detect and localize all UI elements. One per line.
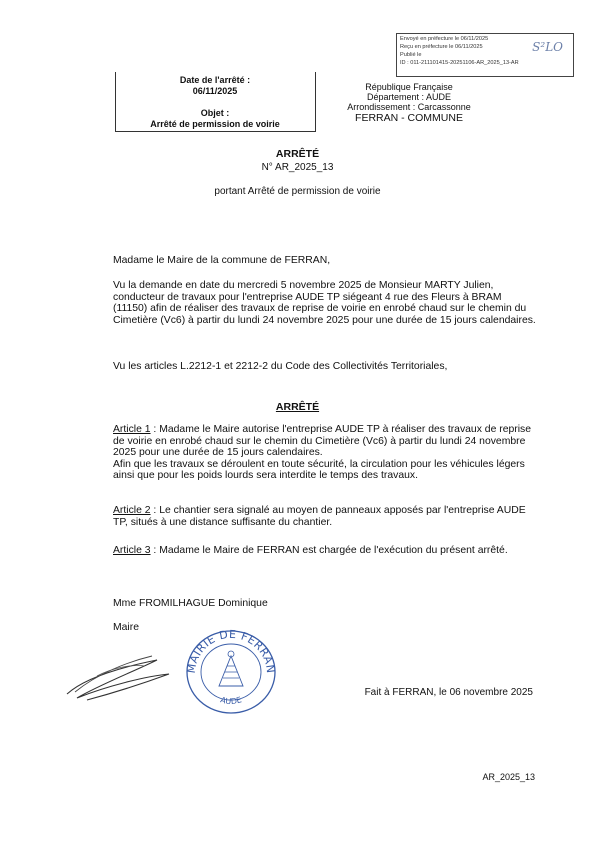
handwritten-signature (57, 646, 177, 706)
stamp-line-id: ID : 011-211101415-20251106-AR_2025_13-AR (400, 60, 519, 66)
article-3-label: Article 3 (113, 545, 151, 556)
stamp-handwritten-signature: S²LO (532, 40, 563, 54)
decree-number: N° AR_2025_13 (261, 162, 334, 173)
stamp-line-sent: Envoyé en préfecture le 06/11/2025 (400, 36, 489, 42)
signatory-name: Mme FROMILHAGUE Dominique (113, 598, 268, 609)
object-value: Arrêté de permission de voirie (150, 119, 280, 129)
article-2-label: Article 2 (113, 505, 151, 516)
stamp-line-published: Publié le (400, 52, 422, 58)
salutation: Madame le Maire de la commune de FERRAN, (113, 255, 331, 266)
signatory-role: Maire (113, 622, 139, 633)
done-at: Fait à FERRAN, le 06 novembre 2025 (364, 687, 533, 698)
header-left-cell (115, 75, 315, 130)
article-1-text: : Madame le Maire autorise l'entreprise AUDE TP à réaliser des travaux de reprise de voirie en enrobé chaud sur le chemin du Cimetière (Vc6) à partir du lundi 24 novembre 2025 pour une durée de 15 jours calendaires. (113, 424, 531, 458)
decree-subtitle: portant Arrêté de permission de voirie (214, 186, 381, 197)
footer-reference: AR_2025_13 (482, 772, 535, 782)
commune-label: FERRAN - COMMUNE (355, 112, 463, 124)
date-label: Date de l'arrêté : (179, 75, 251, 85)
header-table (115, 72, 503, 132)
object-label: Objet : (200, 108, 230, 118)
mairie-seal (183, 628, 279, 716)
page-title: ARRÊTÉ (275, 148, 320, 160)
department-label: Département : AUDE (366, 92, 452, 102)
article-3 (113, 545, 538, 557)
stamp-line-received: Reçu en préfecture le 06/11/2025 (400, 44, 483, 50)
arrete-heading: ARRÊTÉ (275, 401, 320, 413)
vu-articles: Vu les articles L.2212-1 et 2212-2 du Code des Collectivités Territoriales, (113, 361, 448, 372)
article-3-text: : Madame le Maire de FERRAN est chargée de l'exécution du présent arrêté. (150, 545, 508, 556)
article-1 (113, 424, 538, 482)
header-right-cell (315, 82, 503, 125)
prefecture-stamp (396, 33, 574, 77)
svg-text:AUDE: AUDE (219, 695, 243, 707)
divider (115, 131, 315, 132)
date-value: 06/11/2025 (192, 86, 238, 96)
article-1-text-2: Afin que les travaux se déroulent en toute sécurité, la circulation pour les véhicules légers ainsi que pour les poids lourds sera interdite le temps des travaux. (113, 458, 525, 481)
article-2 (113, 505, 538, 528)
article-1-label: Article 1 (113, 424, 151, 435)
vu-request: Vu la demande en date du mercredi 5 novembre 2025 de Monsieur MARTY Julien, conducteur de travaux pour l'entreprise AUDE TP siégeant 4 rue des Fleurs à BRAM (11150) afin de réaliser des travaux de reprise de voirie en enrobé chaud sur le chemin du Cimetière (Vc6) à partir du lundi 24 novembre 2025 pour une durée de 15 jours calendaires. (113, 280, 536, 326)
arrondissement-label: Arrondissement : Carcassonne (347, 102, 471, 112)
article-2-text: : Le chantier sera signalé au moyen de panneaux apposés par l'entreprise AUDE TP, situés à une distance suffisante du chantier. (113, 505, 526, 528)
republic-label: République Française (365, 82, 453, 92)
svg-text:MAIRIE DE FERRAN: MAIRIE DE FERRAN (184, 628, 278, 675)
